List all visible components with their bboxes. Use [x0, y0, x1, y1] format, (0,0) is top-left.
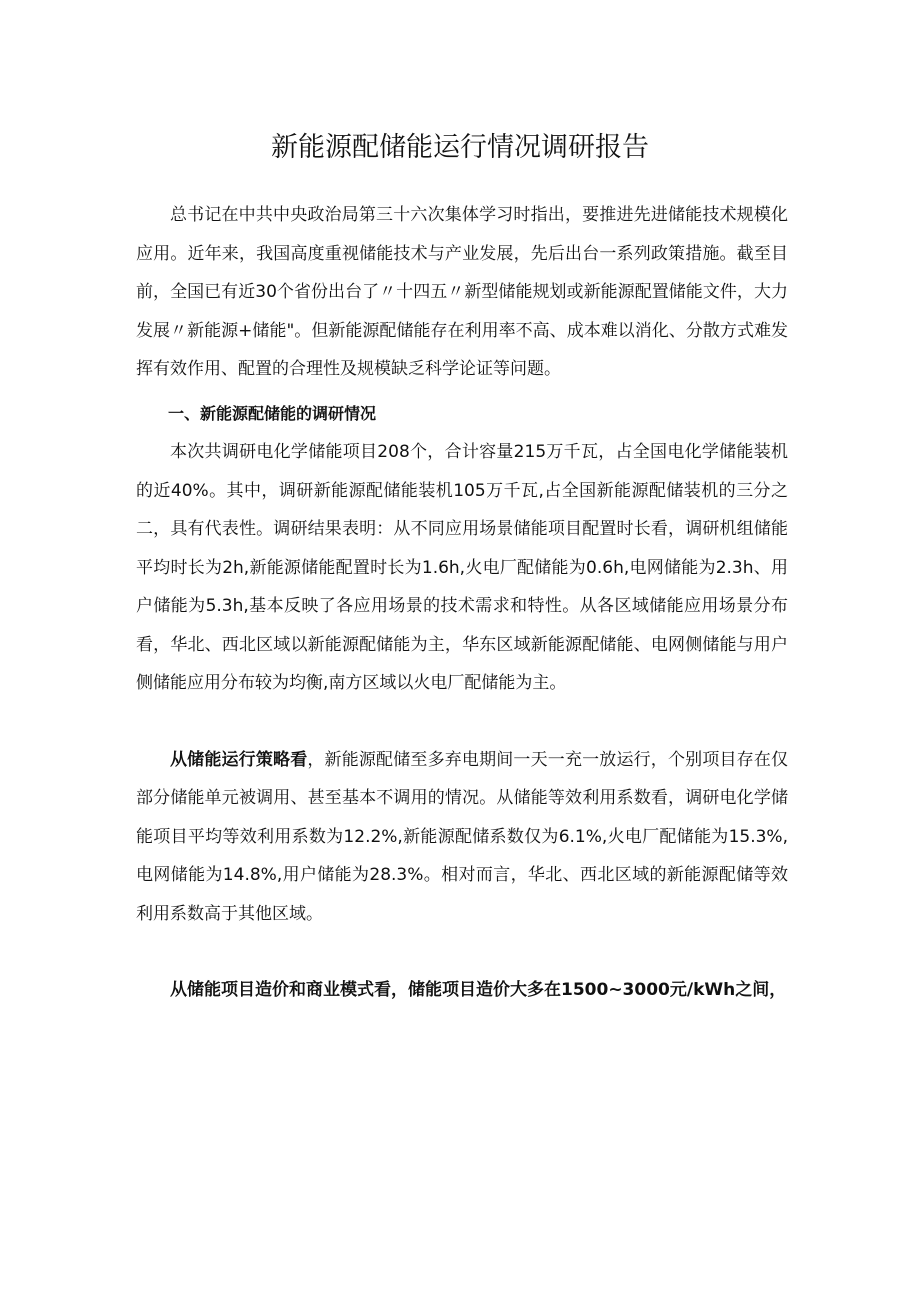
- paragraph-spacer: [136, 703, 788, 741]
- strategy-paragraph: [136, 741, 788, 934]
- document-body: [136, 196, 788, 1010]
- section-heading: 一、新能源配储能的调研情况: [168, 403, 377, 423]
- cost-lead-text: 从储能项目造价和商业模式看: [170, 980, 391, 1000]
- survey-paragraph: 本次共调研电化学储能项目208个，合计容量215万千瓦，占全国电化学储能装机的近40%。其中，调研新能源配储能装机105万千瓦,占全国新能源配储装机的三分之二，具有代表性。调研结果表明：从不同应用场景储能项目配置时长看，调研机组储能平均时长为2h,新能源储能配置时长为1.6h,火电厂配储能为0.6h,电网储能为2.3h、用户储能为5.3h,基本反映了各应用场景的技术需求和特性。从各区域储能应用场景分布看，华北、西北区域以新能源配储能为主，华东区域新能源配储能、电网侧储能与用户侧储能应用分布较为均衡,南方区域以火电厂配储能为主。: [136, 442, 788, 693]
- strategy-body-text: ，新能源配储至多弃电期间一天一充一放运行，个别项目存在仅部分储能单元被调用、甚至基本不调用的情况。从储能等效利用系数看，调研电化学储能项目平均等效利用系数为12.2%,新能源配储系数仅为6.1%,火电厂配储能为15.3%,电网储能为14.8%,用户储能为28.3%。相对而言，华北、西北区域的新能源配储等效利用系数高于其他区域。: [136, 749, 789, 924]
- strategy-lead-text: 从储能运行策略看: [170, 749, 308, 770]
- intro-paragraph: 总书记在中共中央政治局第三十六次集体学习时指出，要推进先进储能技术规模化应用。近年来，我国高度重视储能技术与产业发展，先后出台一系列政策措施。截至目前，全国已有近30个省份出台了〃十四五〃新型储能规划或新能源配置储能文件，大力发展〃新能源+储能"。但新能源配储能存在利用率不高、成本难以消化、分散方式难发挥有效作用、配置的合理性及规模缺乏科学论证等问题。: [136, 205, 788, 379]
- cost-paragraph: [136, 971, 788, 1010]
- document-title: 新能源配储能运行情况调研报告: [271, 132, 649, 163]
- cost-body-text: ，储能项目造价大多在1500~3000元/kWh之间，: [391, 980, 787, 1000]
- paragraph-spacer: [136, 933, 788, 971]
